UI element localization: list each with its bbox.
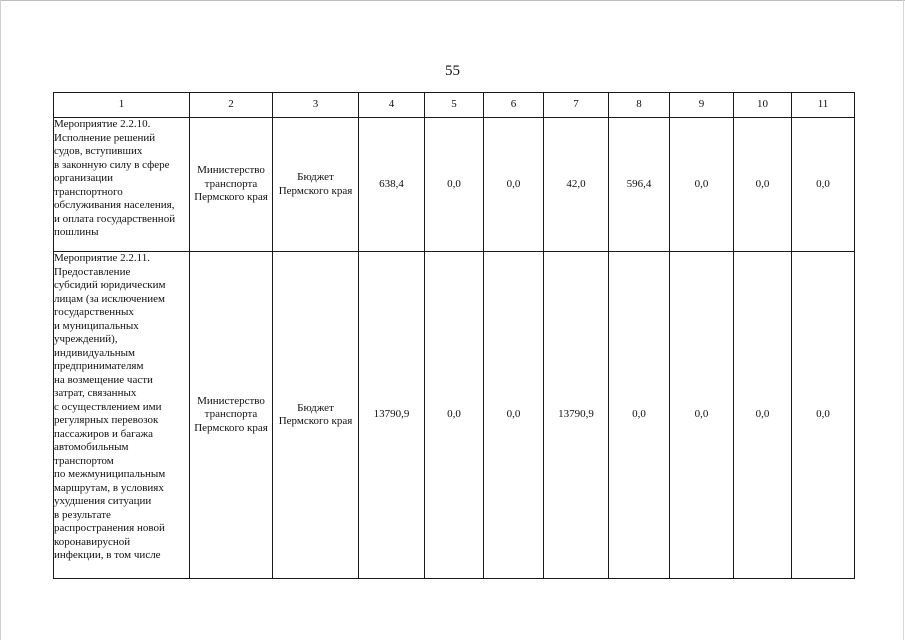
value-cell: 0,0	[670, 118, 734, 252]
value-cell: 0,0	[792, 118, 855, 252]
value-cell: 638,4	[359, 118, 425, 252]
value-cell: 0,0	[792, 252, 855, 579]
page-number: 55	[445, 63, 460, 79]
column-header: 1	[54, 93, 190, 118]
measure-description: Мероприятие 2.2.11. Предоставление субсидий юридическим лицам (за исключением государственных и муниципальных учреждений), индивидуальным предпринимателям на возмещение части затрат, связанных с осуществлением ими регулярных перевозок пассажиров и багажа автомобильным транспортом по межмуниципальным маршрутам, в условиях ухудшения ситуации в результате распространения новой коронавирусной инфекции, в том числе	[54, 252, 190, 579]
value-cell: 0,0	[670, 252, 734, 579]
scan-edge-left	[0, 0, 1, 640]
executor-cell: Министерство транспорта Пермского края	[190, 252, 273, 579]
scan-edge-right	[903, 0, 904, 640]
value-cell: 13790,9	[544, 252, 609, 579]
budget-table	[53, 92, 855, 579]
value-cell: 0,0	[734, 118, 792, 252]
column-header: 10	[734, 93, 792, 118]
value-cell: 13790,9	[359, 252, 425, 579]
column-header: 4	[359, 93, 425, 118]
column-header: 2	[190, 93, 273, 118]
column-header: 6	[484, 93, 544, 118]
table-row	[54, 252, 855, 579]
column-header: 3	[273, 93, 359, 118]
value-cell: 42,0	[544, 118, 609, 252]
column-header: 9	[670, 93, 734, 118]
value-cell: 0,0	[425, 118, 484, 252]
value-cell: 0,0	[734, 252, 792, 579]
value-cell: 596,4	[609, 118, 670, 252]
column-header: 11	[792, 93, 855, 118]
measure-description: Мероприятие 2.2.10. Исполнение решений судов, вступивших в законную силу в сфере организации транспортного обслуживания населения, и оплата государственной пошлины	[54, 118, 190, 252]
value-cell: 0,0	[609, 252, 670, 579]
value-cell: 0,0	[484, 252, 544, 579]
value-cell: 0,0	[425, 252, 484, 579]
scan-edge-top	[0, 0, 905, 1]
column-header: 5	[425, 93, 484, 118]
funding-source-cell: Бюджет Пермского края	[273, 252, 359, 579]
funding-source-cell: Бюджет Пермского края	[273, 118, 359, 252]
column-header: 7	[544, 93, 609, 118]
column-number-row	[54, 93, 855, 118]
table-row	[54, 118, 855, 252]
executor-cell: Министерство транспорта Пермского края	[190, 118, 273, 252]
column-header: 8	[609, 93, 670, 118]
value-cell: 0,0	[484, 118, 544, 252]
